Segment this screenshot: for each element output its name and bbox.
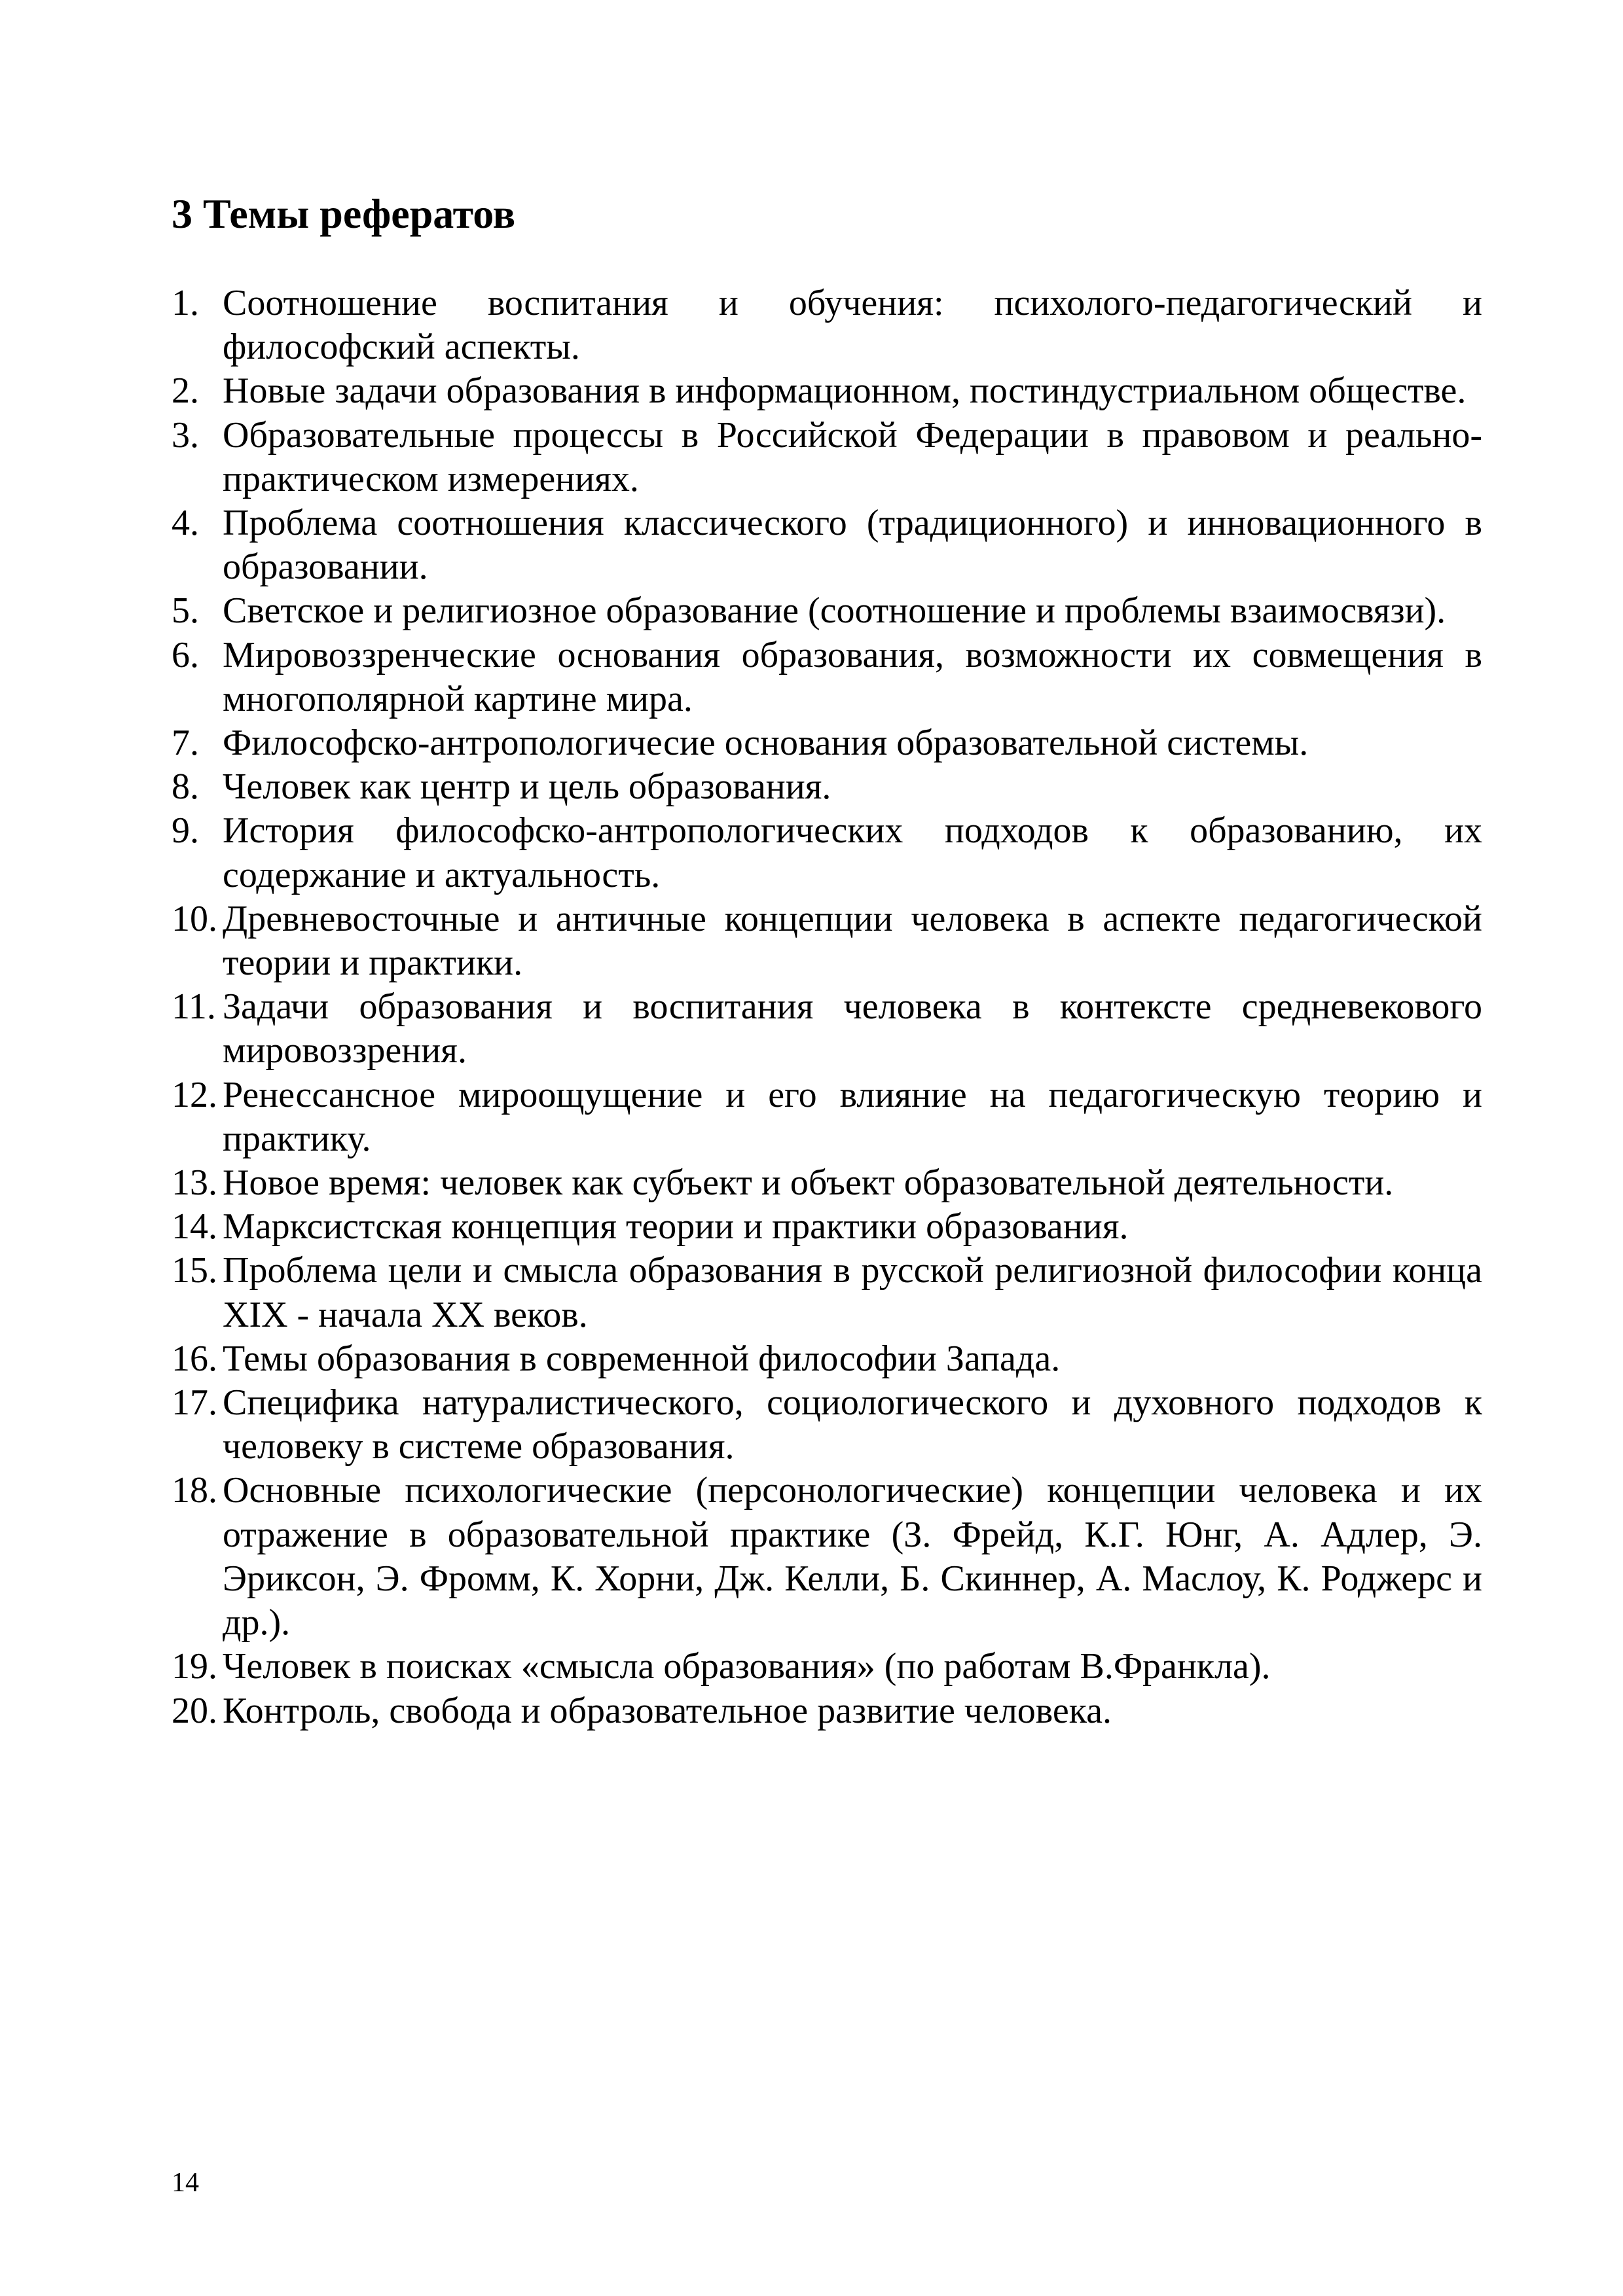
topic-item-6 [172,634,1482,721]
topic-item-20 [172,1689,1482,1733]
topic-text: Образовательные процессы в Российской Федерации в правовом и реально-практическом измерениях. [223,414,1482,499]
topic-text: Древневосточные и античные концепции человека в аспекте педагогической теории и практики. [223,898,1482,984]
topic-number: 4. [172,503,199,544]
topic-number: 12. [172,1074,217,1115]
topic-item-14 [172,1205,1482,1249]
topic-text: Задачи образования и воспитания человека в контексте средневекового мировоззрения. [223,986,1482,1071]
topic-text: Мировоззренческие основания образования, возможности их совмещения в многополярной картине мира. [223,634,1482,719]
topic-number: 15. [172,1250,217,1291]
topic-item-1 [172,281,1482,369]
topic-number: 18. [172,1470,217,1511]
topic-item-13 [172,1161,1482,1205]
topic-number: 9. [172,810,199,852]
topic-item-15 [172,1249,1482,1336]
topic-number: 14. [172,1206,217,1247]
topic-item-16 [172,1337,1482,1381]
topic-text: Специфика натуралистического, социологического и духовного подходов к человеку в системе образования. [223,1382,1482,1467]
topic-item-7 [172,721,1482,765]
topic-item-12 [172,1073,1482,1161]
topic-text: Проблема соотношения классического (традиционного) и инновационного в образовании. [223,503,1482,588]
topic-number: 20. [172,1690,217,1731]
essay-topic-list [172,281,1482,1733]
topic-text: Основные психологические (персонологические) концепции человека и их отражение в образовательной практике (З. Фрейд, К.Г. Юнг, А. Адлер, Э. Эриксон, Э. Фромм, К. Хорни, Дж. Келли, Б. Скиннер, А. Маслоу, К. Роджерс и др.). [223,1470,1482,1643]
topic-text: Контроль, свобода и образовательное развитие человека. [223,1690,1112,1731]
topic-text: Проблема цели и смысла образования в русской религиозной философии конца XIX - начала XX веков. [223,1250,1482,1335]
topic-text: Светское и религиозное образование (соотношение и проблемы взаимосвязи). [223,590,1446,632]
topic-item-18 [172,1469,1482,1645]
topic-item-8 [172,765,1482,809]
topic-text: Новые задачи образования в информационном, постиндустриальном обществе. [223,370,1467,412]
topic-text: Марксистская концепция теории и практики образования. [223,1206,1129,1247]
topic-text: Темы образования в современной философии Запада. [223,1338,1061,1379]
topic-item-9 [172,809,1482,897]
topic-item-5 [172,589,1482,633]
topic-number: 6. [172,634,199,675]
topic-text: Философско-антропологичесие основания образовательной системы. [223,723,1309,764]
topic-item-17 [172,1381,1482,1469]
topic-number: 11. [172,986,216,1028]
topic-text: История философско-антропологических подходов к образованию, их содержание и актуальность. [223,810,1482,895]
section-title: 3 Темы рефератов [172,190,516,237]
topic-item-2 [172,369,1482,413]
topic-item-3 [172,414,1482,501]
topic-number: 8. [172,766,199,808]
topic-text: Соотношение воспитания и обучения: психолого-педагогический и философский аспекты. [223,283,1482,368]
topic-item-4 [172,501,1482,589]
page-number: 14 [172,2168,199,2198]
topic-text: Ренессансное мироощущение и его влияние на педагогическую теорию и практику. [223,1074,1482,1159]
topic-number: 3. [172,414,199,456]
topic-item-10 [172,897,1482,985]
topic-item-19 [172,1645,1482,1689]
topic-text: Новое время: человек как субъект и объект образовательной деятельности. [223,1162,1394,1204]
topic-number: 7. [172,723,199,764]
topic-text: Человек как центр и цель образования. [223,766,831,808]
topic-number: 5. [172,590,199,632]
topic-number: 16. [172,1338,217,1379]
topic-text: Человек в поисках «смысла образования» (по работам В.Франкла). [223,1646,1271,1687]
topic-number: 2. [172,370,199,412]
topic-number: 19. [172,1646,217,1687]
topic-number: 13. [172,1162,217,1204]
topic-item-11 [172,985,1482,1073]
topic-number: 10. [172,898,217,939]
topic-number: 17. [172,1382,217,1424]
topic-number: 1. [172,283,199,323]
